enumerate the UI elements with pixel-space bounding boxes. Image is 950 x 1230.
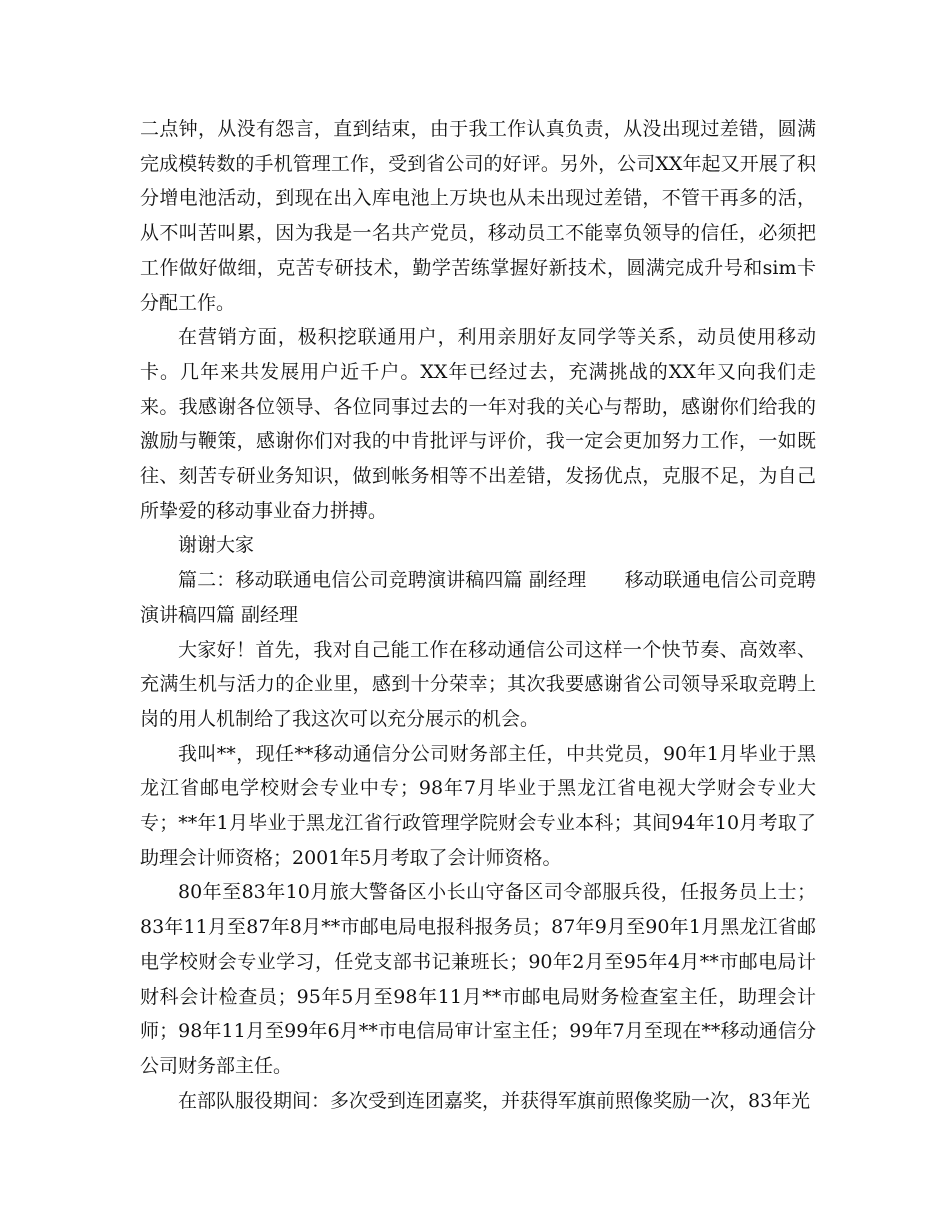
paragraph-4: 篇二：移动联通电信公司竞聘演讲稿四篇 副经理 移动联通电信公司竞聘演讲稿四篇 副经理 [140,569,816,626]
paragraph-5: 大家好！首先，我对自己能工作在移动通信公司这样一个快节奏、高效率、充满生机与活力的企业里，感到十分荣幸；其次我要感谢省公司领导采取竞聘上岗的用人机制给了我这次可以充分展示的机会。 [140,638,816,730]
paragraph-2: 在营销方面，极积挖联通用户，利用亲朋好友同学等关系，动员使用移动卡。几年来共发展用户近千户。XX年已经过去，充满挑战的XX年又向我们走来。我感谢各位领导、各位同事过去的一年对我的关心与帮助，感谢你们给我的激励与鞭策，感谢你们对我的中肯批评与评价，我一定会更加努力工作，一如既往、刻苦专研业务知识，做到帐务相等不出差错，发扬优点，克服不足，为自己所挚爱的移动事业奋力拼搏。 [140,326,816,522]
paragraph-8: 在部队服役期间：多次受到连团嘉奖，并获得军旗前照像奖励一次，83年光 [178,1089,811,1112]
paragraph-6: 我叫**，现任**移动通信分公司财务部主任，中共党员，90年1月毕业于黑龙江省邮电学校财会专业中专；98年7月毕业于黑龙江省电视大学财会专业大专；**年1月毕业于黑龙江省行政管理学院财会专业本科；其间94年10月考取了助理会计师资格；2001年5月考取了会计师资格。 [140,742,816,869]
paragraph-1: 二点钟，从没有怨言，直到结束，由于我工作认真负责，从没出现过差错，圆满完成模转数的手机管理工作，受到省公司的好评。另外，公司XX年起又开展了积分增电池活动，到现在出入库电池上万块也从未出现过差错，不管干再多的活，从不叫苦叫累，因为我是一名共产党员，移动员工不能辜负领导的信任，必须把工作做好做细，克苦专研技术，勤学苦练掌握好新技术，圆满完成升号和sim卡分配工作。 [140,118,816,314]
paragraph-3: 谢谢大家 [178,534,255,557]
paragraph-7: 80年至83年10月旅大警备区小长山守备区司令部服兵役，任报务员上士；83年11月至87年8月**市邮电局电报科报务员；87年9月至90年1月黑龙江省邮电学校财会专业学习，任党支部书记兼班长；90年2月至95年4月**市邮电局计财科会计检查员；95年5月至98年11月**市邮电局财务检查室主任，助理会计师；98年11月至99年6月**市电信局审计室主任；99年7月至现在**移动通信分公司财务部主任。 [140,881,816,1077]
document-page [140,112,816,1118]
